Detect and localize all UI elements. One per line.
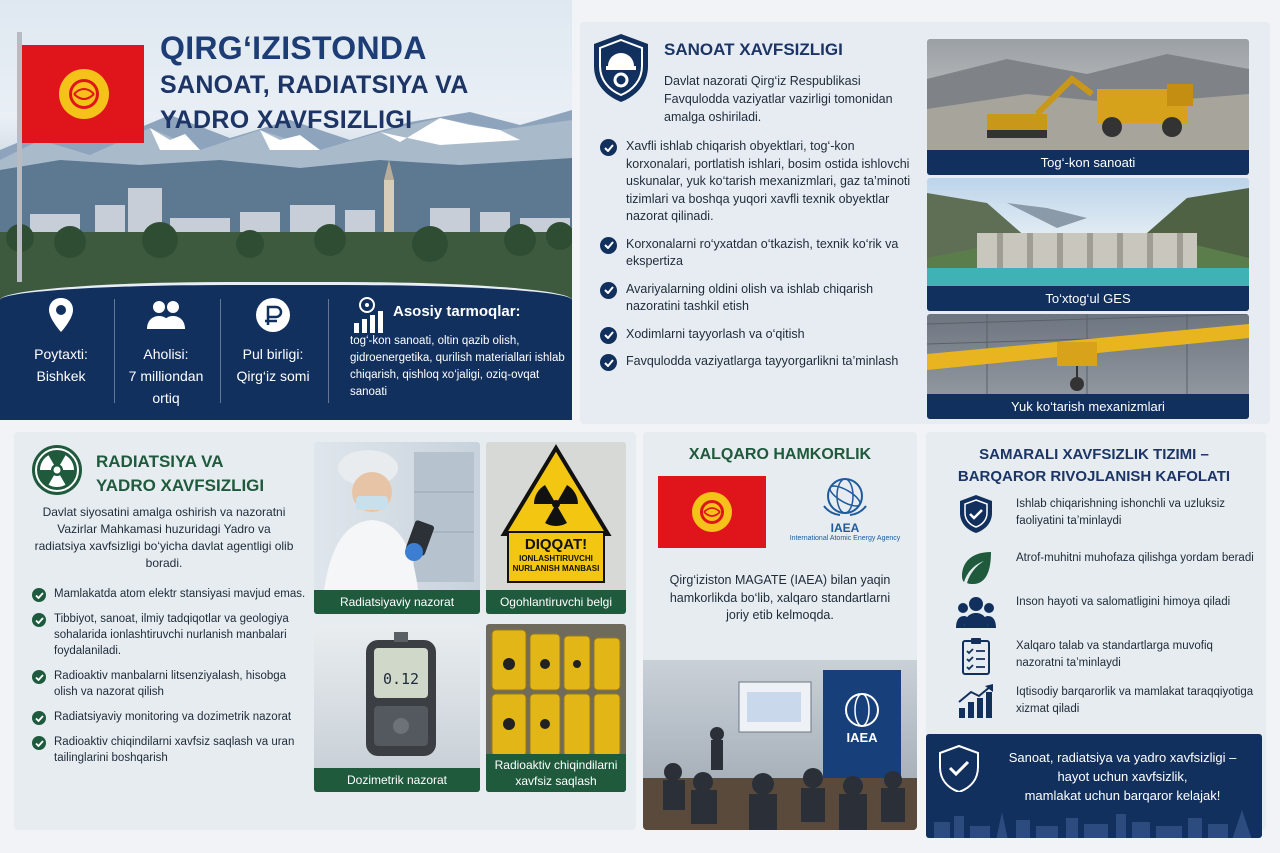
warning-sign-image <box>486 442 626 614</box>
location-pin-icon <box>41 295 81 335</box>
list-item: Xodimlarni tayyorlash va o‘qitish <box>600 326 920 344</box>
industrial-safety-title: SANOAT XAVFSIZLIGI <box>664 40 843 59</box>
list-item: Radiatsiyaviy monitoring va dozimetrik nazorat <box>32 709 308 725</box>
list-item: Korxonalarni ro‘yxatdan o‘tkazish, texnik ko‘rik va ekspertiza <box>600 236 920 271</box>
effective-safety-panel <box>926 432 1266 830</box>
dosimeter-caption: Dozimetrik nazorat <box>314 768 480 792</box>
list-item: Favqulodda vaziyatlarga tayyorgarlikni ta’minlash <box>600 353 920 371</box>
list-item: Avariyalarning oldini olish va ishlab chiqarish nazoratini tashkil etish <box>600 281 920 316</box>
shield-hand-icon <box>938 744 980 797</box>
hero-panel <box>0 0 572 420</box>
benefit-text: Atrof-muhitni muhofaza qilishga yordam beradi <box>1016 552 1254 564</box>
people-group-icon <box>956 592 996 632</box>
page-title <box>160 28 560 138</box>
benefit-text: Inson hayoti va salomatligini himoya qiladi <box>1016 596 1231 608</box>
currency-label: Pul birligi: <box>242 346 304 362</box>
list-item: Radioaktiv chiqindilarni xavfsiz saqlash va uran tailinglarini boshqarish <box>32 734 308 766</box>
mining-image <box>927 39 1249 175</box>
city-skyline-illustration <box>926 808 1262 838</box>
title-line-2: SANOAT, RADIATSIYA VA <box>160 71 469 99</box>
capital-info <box>10 295 112 387</box>
population-info <box>118 295 214 409</box>
check-icon <box>600 237 617 254</box>
radiation-icon <box>31 444 83 501</box>
shield-check-icon <box>956 494 996 534</box>
people-icon <box>146 295 186 335</box>
dam-caption: To‘xtog‘ul GES <box>927 286 1249 311</box>
growth-chart-icon <box>956 682 996 722</box>
list-item: Mamlakatda atom elektr stansiyasi mavjud emas. <box>32 586 308 602</box>
dosimeter-image <box>314 624 480 792</box>
check-icon <box>32 670 46 684</box>
check-icon <box>32 736 46 750</box>
helmet-shield-icon <box>590 32 652 109</box>
industrial-safety-list <box>600 138 920 381</box>
warning-sign-caption: Ogohlantiruvchi belgi <box>486 590 626 614</box>
benefit-text: Iqtisodiy barqarorlik va mamlakat taraqqiyotiga xizmat qiladi <box>1016 686 1254 715</box>
population-label: Aholisi: <box>143 346 189 362</box>
crane-caption: Yuk ko‘tarish mexanizmlari <box>927 394 1249 419</box>
sectors-title: Asosiy tarmoqlar: <box>393 303 521 320</box>
capital-value: Bishkek <box>36 368 86 384</box>
leaf-icon <box>956 548 996 588</box>
conference-image <box>643 660 917 830</box>
list-item: Xavfli ishlab chiqarish obyektlari, tog‘-kon korxonalari, portlatish ishlari, bosim ostida ishlovchi uskunalar, yuk ko‘tarish mexanizmlari, gaz ta’minoti tizimlari va boshqa yuqori xavfli texnik obyektlar nazorat qilinadi. <box>600 138 920 226</box>
international-cooperation-panel <box>643 432 917 830</box>
industrial-safety-panel <box>580 22 1270 424</box>
iaea-emblem-icon <box>820 476 870 516</box>
som-currency-icon <box>253 295 293 335</box>
check-icon <box>32 588 46 602</box>
check-icon <box>600 282 617 299</box>
check-icon <box>600 354 617 371</box>
list-item: Radioaktiv manbalarni litsenziyalash, hisobga olish va nazorat qilish <box>32 668 308 700</box>
currency-value: Qirg‘iz somi <box>236 368 310 384</box>
check-icon <box>32 613 46 627</box>
warning-sign-text: IONLASHTIRUVCHI NURLANISH MANBASI <box>512 554 600 573</box>
country-info-bar <box>0 282 572 420</box>
radiation-title: RADIATSIYA VA YADRO XAVFSIZLIGI <box>96 452 265 495</box>
dam-image <box>927 178 1249 311</box>
title-line-1: QIRG‘IZISTONDA <box>160 30 427 66</box>
radiation-intro: Davlat siyosatini amalga oshirish va nazoratni Vazirlar Mahkamasi huzuridagi Yadro va radiatsiya xavfsizligi bo‘yicha davlat agentligi olib boradi. <box>34 505 294 570</box>
iaea-name: International Atomic Energy Agency <box>789 535 901 542</box>
waste-barrels-caption: Radioaktiv chiqindilarni xavfsiz saqlash <box>486 754 626 792</box>
crane-image <box>927 314 1249 419</box>
mining-caption: Tog‘-kon sanoati <box>927 150 1249 175</box>
currency-info <box>224 295 322 387</box>
iaea-abbr: IAEA <box>830 521 860 535</box>
iaea-banner-text: IAEA <box>846 730 878 745</box>
lab-caption: Radiatsiyaviy nazorat <box>314 590 480 614</box>
closing-banner <box>926 734 1262 838</box>
kyrgyz-flag <box>658 476 766 548</box>
waste-barrels-image <box>486 624 626 792</box>
title-line-3: YADRO XAVFSIZLIGI <box>160 106 413 134</box>
cooperation-text: Qirg‘iziston MAGATE (IAEA) bilan yaqin hamkorlikda bo‘lib, xalqaro standartlarni joriy etib kelmoqda. <box>669 573 891 622</box>
cooperation-title: XALQARO HAMKORLIK <box>688 446 872 463</box>
check-icon <box>600 139 617 156</box>
population-value: 7 milliondan ortiq <box>128 368 204 406</box>
iaea-logo <box>789 476 901 548</box>
warning-sign-title: DIQQAT! <box>524 536 588 553</box>
radiation-safety-panel <box>14 432 636 830</box>
benefit-text: Xalqaro talab va standartlarga muvofiq nazoratni ta’minlaydi <box>1016 640 1213 669</box>
effective-safety-title: SAMARALI XAVFSIZLIK TIZIMI – BARQAROR RIVOJLANISH KAFOLATI <box>957 446 1231 485</box>
closing-banner-text: Sanoat, radiatsiya va yadro xavfsizligi – hayot uchun xavfsizlik, mamlakat uchun barqaror kelajak! <box>1008 750 1237 803</box>
radiation-list <box>32 586 308 775</box>
lab-image <box>314 442 480 614</box>
check-icon <box>600 327 617 344</box>
checklist-icon <box>956 636 996 676</box>
industrial-safety-intro: Davlat nazorati Qirg‘iz Respublikasi Favqulodda vaziyatlar vazirligi tomonidan amalga oshiriladi. <box>664 74 893 124</box>
capital-label: Poytaxti: <box>34 346 88 362</box>
list-item: Tibbiyot, sanoat, ilmiy tadqiqotlar va geologiya sohalarida ionlashtiruvchi nurlanish manbalari foydalaniladi. <box>32 611 308 659</box>
dosimeter-reading: 0.12 <box>382 670 420 688</box>
check-icon <box>32 711 46 725</box>
benefit-text: Ishlab chiqarishning ishonchli va uzluksiz faoliyatini ta’minlaydi <box>1016 498 1226 527</box>
sectors-text: tog‘-kon sanoati, oltin qazib olish, gidroenergetika, qurilish materiallari ishlab chiqarish, qishloq xo‘jaligi, oziq-ovqat sanoati <box>350 335 565 398</box>
